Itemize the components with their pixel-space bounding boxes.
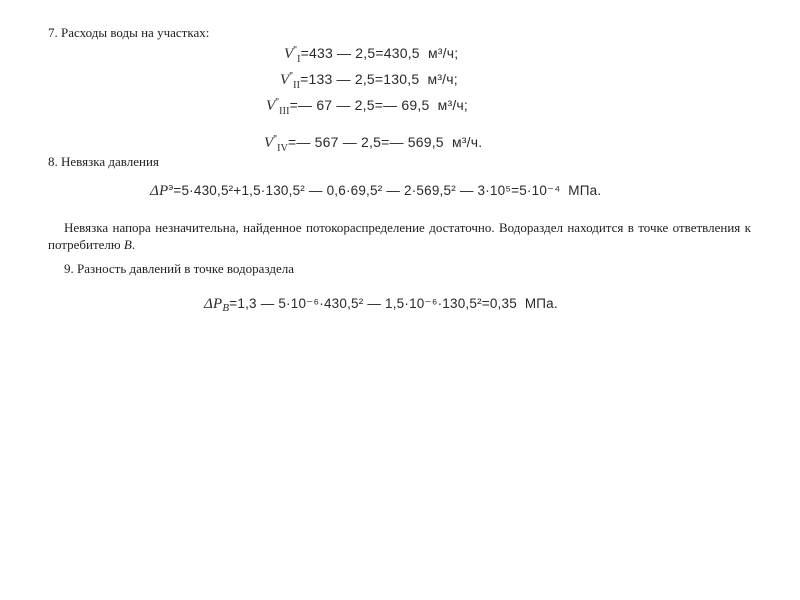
flow-symbol: V [264, 135, 274, 151]
flow-section-index: II [293, 80, 301, 91]
pressure-unit: МПа. [568, 183, 602, 198]
watershed-expression: =1,3 — 5·10⁻⁶·430,5² — 1,5·10⁻⁶·130,5²=0,35 [229, 296, 517, 311]
flow-symbol: V [266, 98, 276, 114]
flow-expression: =— 67 — 2,5=— 69,5 [289, 97, 430, 113]
flow-unit: м³/ч. [451, 134, 483, 150]
flow-symbol: V [280, 72, 290, 88]
section-9-heading: 9. Разность давлений в точке водораздела [64, 261, 294, 276]
flow-symbol-mark: " [289, 71, 294, 82]
pressure-symbol: ΔP [204, 296, 223, 312]
flow-section-index: III [279, 106, 290, 117]
watershed-pressure-equation [204, 296, 558, 314]
consumer-label: B [123, 237, 132, 252]
pressure-symbol-superscript: э [168, 182, 174, 193]
flow-expression: =433 — 2,5=430,5 [300, 45, 420, 61]
flow-unit: м³/ч; [427, 45, 459, 61]
watershed-unit: МПа. [524, 296, 558, 311]
conclusion-text: Невязка напора незначительна, найденное потокораспределение достаточно. Водораздел находится в точке ответвления к потребителю [48, 220, 751, 252]
flow-symbol-mark: " [275, 97, 280, 108]
section-7-heading: 7. Расходы воды на участках: [48, 25, 210, 40]
pressure-mismatch-equation [150, 182, 601, 200]
flow-section-index: I [297, 54, 301, 65]
flow-equation-3 [266, 97, 468, 117]
flow-equation-4 [264, 134, 482, 154]
flow-unit: м³/ч; [437, 97, 469, 113]
section-8-heading: 8. Невязка давления [48, 154, 159, 169]
flow-expression: =133 — 2,5=130,5 [300, 71, 420, 87]
flow-unit: м³/ч; [427, 71, 458, 87]
pressure-symbol-subscript: B [222, 302, 230, 314]
conclusion-text-end: . [131, 237, 136, 252]
pressure-symbol: ΔP [150, 183, 169, 199]
flow-expression: =— 567 — 2,5=— 569,5 [288, 134, 444, 150]
flow-section-index: IV [277, 143, 289, 154]
flow-equation-2 [280, 71, 458, 91]
flow-symbol: V [284, 46, 294, 62]
pressure-expression: =5·430,5²+1,5·130,5² — 0,6·69,5² — 2·569,5² — 3·10⁵=5·10⁻⁴ [173, 183, 561, 198]
flow-symbol-mark: " [293, 45, 298, 56]
conclusion-paragraph [48, 219, 751, 253]
flow-equation-1 [284, 45, 458, 65]
flow-symbol-mark: " [273, 134, 278, 145]
